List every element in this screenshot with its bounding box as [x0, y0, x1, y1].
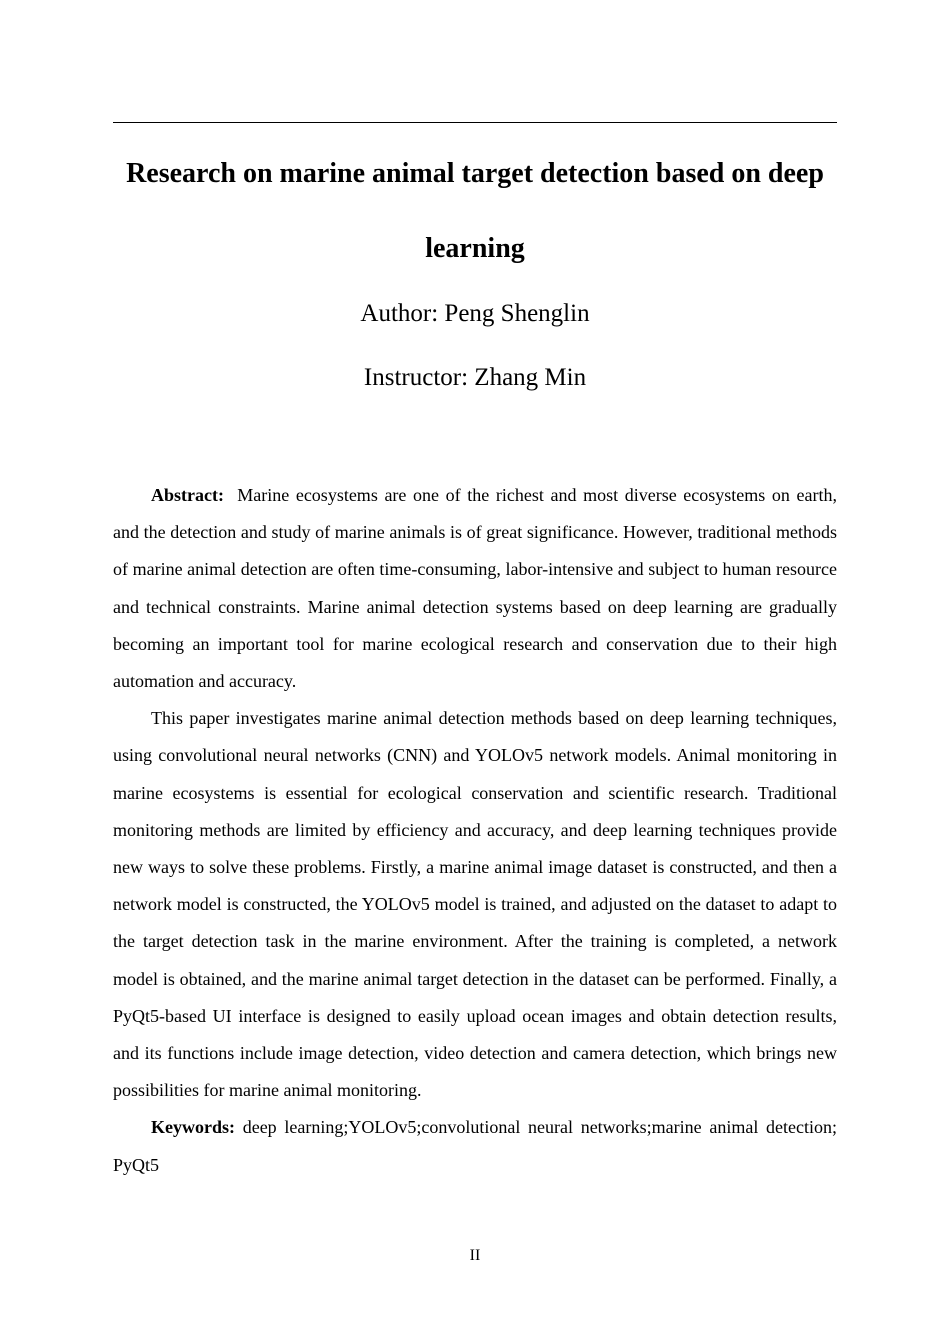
author-line: Author: Peng Shenglin [360, 300, 590, 327]
abstract-label: Abstract: [151, 485, 224, 505]
abstract-paragraph-2 [113, 700, 837, 1109]
abstract-section [113, 477, 837, 1184]
abstract-text-2: This paper investigates marine animal detection methods based on deep learning techniques, using convolutional neural networks (CNN) and YOLOv5 network models. Animal monitoring in marine ecosystems is essential for ecological conservation and scientific research. Traditional monitoring methods are limited by efficiency and accuracy, and deep learning techniques provide new ways to solve these problems. Firstly, a marine animal image dataset is constructed, and then a network model is constructed, the YOLOv5 model is trained, and adjusted on the dataset to adapt to the target detection task in the marine environment. After the training is completed, a network model is obtained, and the marine animal target detection in the dataset can be performed. Finally, a PyQt5-based UI interface is designed to easily upload ocean images and obtain detection results, and its functions include image detection, video detection and camera detection, which brings new possibilities for marine animal monitoring. [113, 708, 837, 1101]
keywords-label: Keywords: [151, 1117, 235, 1138]
keywords-paragraph [113, 1109, 837, 1183]
page-number: II [469, 1247, 481, 1264]
instructor-line: Instructor: Zhang Min [363, 364, 587, 391]
abstract-text-1: Marine ecosystems are one of the richest and most diverse ecosystems on earth, and the detection and study of marine animals is of great significance. However, traditional methods of marine animal detection are often time-consuming, labor-intensive and subject to human resource and technical constraints. Marine animal detection systems based on deep learning are gradually becoming an important tool for marine ecological research and conservation due to their high automation and accuracy. [113, 485, 838, 692]
page-title: Research on marine animal target detection based on deep learning [126, 158, 824, 264]
abstract-paragraph-1 [113, 477, 837, 700]
keywords-text: deep learning;YOLOv5;convolutional neural networks;marine animal detection; PyQt5 [113, 1117, 837, 1175]
header-rule [113, 122, 837, 123]
